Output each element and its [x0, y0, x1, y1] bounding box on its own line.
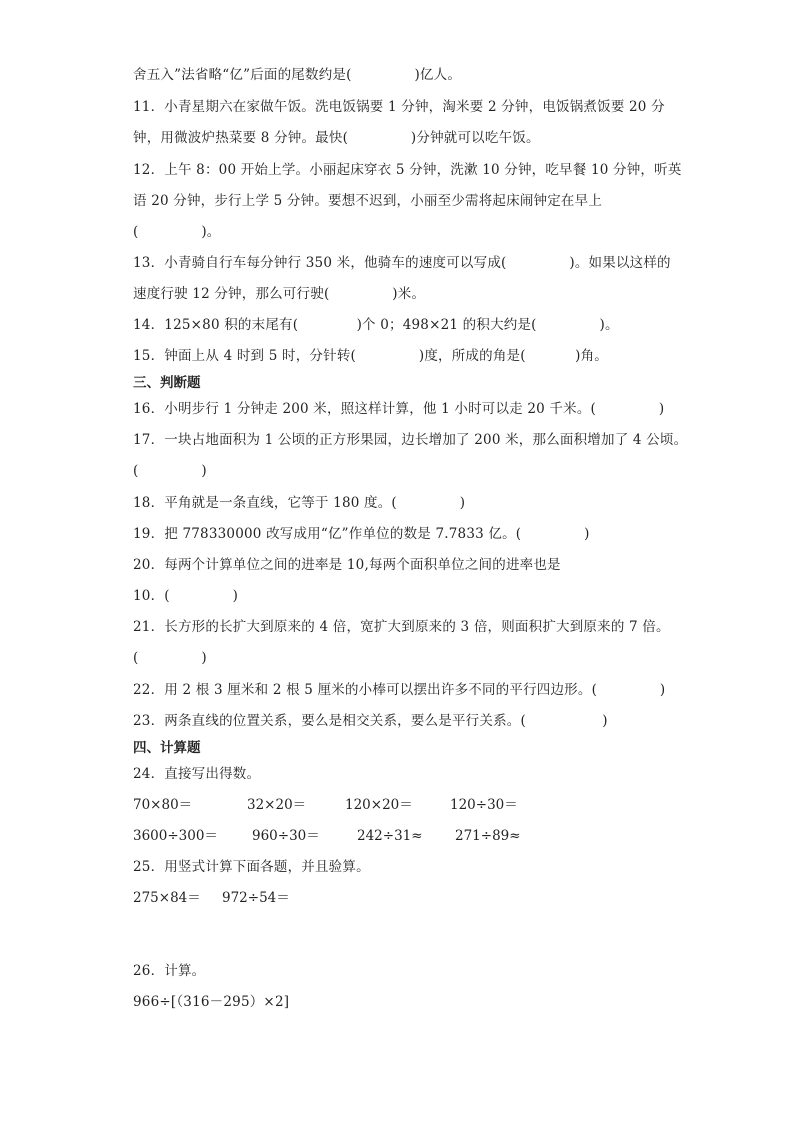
calc-item: 3600÷300＝: [133, 828, 218, 844]
q20-line1: 20．每两个计算单位之间的进率是 10,每两个面积单位之间的进率也是: [133, 557, 561, 573]
q10-tail: 舍五入”法省略“亿”后面的尾数约是( )亿人。: [133, 67, 462, 83]
calc-item: 120÷30＝: [450, 797, 518, 813]
q26-expression: 966÷[（316－295）×2]: [133, 994, 290, 1010]
q13-line1: 13．小青骑自行车每分钟行 350 米，他骑车的速度可以写成( )。如果以这样的: [133, 255, 671, 271]
q25: 25．用竖式计算下面各题，并且验算。: [133, 859, 370, 875]
q11-line1: 11．小青星期六在家做午饭。洗电饭锅要 1 分钟，淘米要 2 分钟，电饭锅煮饭要 20 分: [133, 99, 665, 115]
q15: 15．钟面上从 4 时到 5 时，分针转( )度，所成的角是( )角。: [133, 348, 608, 364]
calc-item: 972÷54＝: [222, 890, 290, 906]
section-4-heading: 四、计算题: [133, 740, 201, 756]
q12-line2: 语 20 分钟，步行上学 5 分钟。要想不迟到，小丽至少需将起床闹钟定在早上: [133, 193, 603, 209]
q22: 22．用 2 根 3 厘米和 2 根 5 厘米的小棒可以摆出许多不同的平行四边形。( ): [133, 682, 666, 698]
q17-line1: 17．一块占地面积为 1 公顷的正方形果园，边长增加了 200 米，那么面积增加了 4 公顷。: [133, 432, 688, 448]
calc-item: 32×20＝: [247, 797, 307, 813]
q23: 23．两条直线的位置关系，要么是相交关系，要么是平行关系。( ): [133, 713, 608, 729]
calc-item: 242÷31≈: [357, 828, 423, 844]
calc-item: 271÷89≈: [455, 828, 521, 844]
section-3-heading: 三、判断题: [133, 375, 201, 391]
calc-item: 120×20＝: [345, 797, 413, 813]
q16: 16．小明步行 1 分钟走 200 米，照这样计算，他 1 小时可以走 20 千米。( ): [133, 401, 665, 417]
calc-item: 70×80＝: [133, 797, 193, 813]
q20-line2: 10．( ): [133, 588, 239, 604]
q12-line1: 12．上午 8：00 开始上学。小丽起床穿衣 5 分钟，洗漱 10 分钟，吃早餐 10 分钟，听英: [133, 162, 682, 178]
q14: 14．125×80 积的末尾有( )个 0；498×21 的积大约是( )。: [133, 317, 619, 333]
q21-line2: ( ): [133, 650, 207, 666]
calc-item: 275×84＝: [133, 890, 201, 906]
calc-item: 960÷30＝: [252, 828, 320, 844]
q13-line2: 速度行驶 12 分钟，那么可行驶( )米。: [133, 286, 426, 302]
q18: 18．平角就是一条直线，它等于 180 度。( ): [133, 495, 466, 511]
q24: 24．直接写出得数。: [133, 766, 261, 782]
q12-line3: ( )。: [133, 224, 221, 240]
q11-line2: 钟，用微波炉热菜要 8 分钟。最快( )分钟就可以吃午饭。: [133, 130, 540, 146]
q26: 26．计算。: [133, 963, 206, 979]
q17-line2: ( ): [133, 463, 207, 479]
q19: 19．把 778330000 改写成用“亿”作单位的数是 7.7833 亿。( ): [133, 526, 590, 542]
q21-line1: 21．长方形的长扩大到原来的 4 倍，宽扩大到原来的 3 倍，则面积扩大到原来的 7 倍。: [133, 619, 670, 635]
